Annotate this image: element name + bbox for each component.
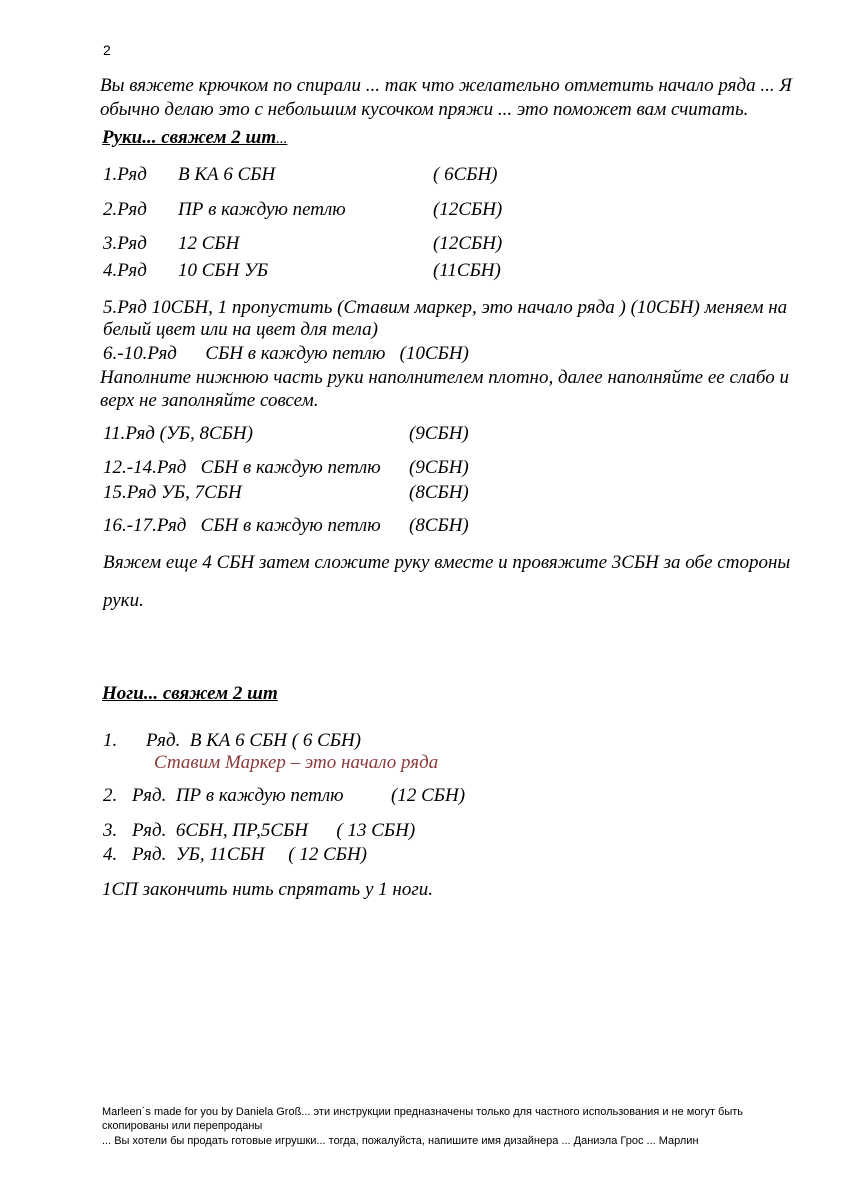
row-count: (12СБН) — [433, 199, 503, 220]
row-count: (11СБН) — [433, 260, 501, 281]
row-count: (8СБН) — [409, 515, 469, 536]
arms-row-12-14 — [0, 456, 859, 480]
row-num: 1. — [103, 730, 118, 751]
footer-line-3: ... Вы хотели бы продать готовые игрушки... тогда, пожалуйста, напишите имя дизайнера ... Даниэла Грос ... Марлин — [102, 1135, 699, 1147]
row-text: Ряд. В КА 6 СБН ( 6 СБН) — [146, 730, 362, 751]
legs-row-4 — [0, 843, 859, 867]
legs-finish: 1СП закончить нить спрятать у 1 ноги. — [102, 879, 433, 900]
row-text: Ряд. 6СБН, ПР,5СБН ( 13 СБН) — [132, 820, 416, 841]
page-number: 2 — [103, 42, 111, 58]
arms-row-11 — [0, 422, 859, 446]
row-label: 2.Ряд — [103, 199, 147, 220]
row-label: 3.Ряд — [103, 233, 147, 254]
row-text: ПР в каждую петлю — [178, 199, 346, 220]
row-label: 1.Ряд — [103, 164, 147, 185]
row-text: 11.Ряд (УБ, 8СБН) — [103, 423, 253, 444]
row-count: (9СБН) — [409, 457, 469, 478]
legs-row-3 — [0, 819, 859, 843]
marker-note: Ставим Маркер – это начало ряда — [154, 752, 439, 773]
row-count: ( 6СБН) — [433, 164, 498, 185]
row-count: (8СБН) — [409, 482, 469, 503]
row-text: 16.-17.Ряд СБН в каждую петлю — [103, 515, 381, 536]
arms-row-2 — [0, 198, 859, 222]
fill-note-line-1: Наполните нижнюю часть руки наполнителем плотно, далее наполняйте ее слабо и — [100, 367, 789, 388]
arms-row-6-10: 6.-10.Ряд СБН в каждую петлю (10СБН) — [103, 343, 469, 364]
arms-row-15 — [0, 481, 859, 505]
row-num: 3. — [103, 820, 118, 841]
footer-line-1: Marleen´s made for you by Daniela Groß... эти инструкции предназначены только для частного использования и не могут быть — [102, 1106, 744, 1118]
intro-line-2: обычно делаю это с небольшим кусочком пряжи ... это поможет вам считать. — [100, 99, 749, 120]
arms-row-1 — [0, 163, 859, 187]
arms-row-5-line-2: белый цвет или на цвет для тела) — [103, 319, 378, 340]
arms-row-5-line-1: 5.Ряд 10СБН, 1 пропустить (Ставим маркер, это начало ряда ) (10СБН) меняем на — [103, 297, 788, 318]
legs-heading: Ноги... свяжем 2 шт — [102, 683, 278, 704]
arms-heading-text: Руки... свяжем 2 шт — [102, 127, 277, 148]
intro-line-1: Вы вяжете крючком по спирали ... так что желательно отметить начало ряда ... Я — [100, 75, 792, 96]
row-num: 4. — [103, 844, 118, 865]
arms-heading — [102, 126, 287, 151]
arms-row-3 — [0, 232, 859, 256]
arms-finish-line-1: Вяжем еще 4 СБН затем сложите руку вместе и провяжите 3СБН за обе стороны — [103, 552, 791, 573]
legs-row-2 — [0, 784, 859, 808]
legs-row-1 — [0, 729, 859, 753]
footer-line-2: скопированы или перепроданы — [102, 1120, 263, 1132]
row-text: Ряд. ПР в каждую петлю (12 СБН) — [132, 785, 466, 806]
row-label: 4.Ряд — [103, 260, 147, 281]
arms-finish-line-2: руки. — [103, 590, 144, 611]
row-count: (9СБН) — [409, 423, 469, 444]
row-text: 15.Ряд УБ, 7СБН — [103, 482, 242, 503]
row-count: (12СБН) — [433, 233, 503, 254]
row-text: 12.-14.Ряд СБН в каждую петлю — [103, 457, 381, 478]
row-text: 12 СБН — [178, 233, 240, 254]
arms-row-4 — [0, 259, 859, 283]
fill-note-line-2: верх не заполняйте совсем. — [100, 390, 319, 411]
arms-heading-tail: ... — [276, 131, 288, 147]
arms-row-16-17 — [0, 514, 859, 538]
row-text: В КА 6 СБН — [178, 164, 276, 185]
row-num: 2. — [103, 785, 118, 806]
row-text: 10 СБН УБ — [178, 260, 269, 281]
row-text: Ряд. УБ, 11СБН ( 12 СБН) — [132, 844, 368, 865]
